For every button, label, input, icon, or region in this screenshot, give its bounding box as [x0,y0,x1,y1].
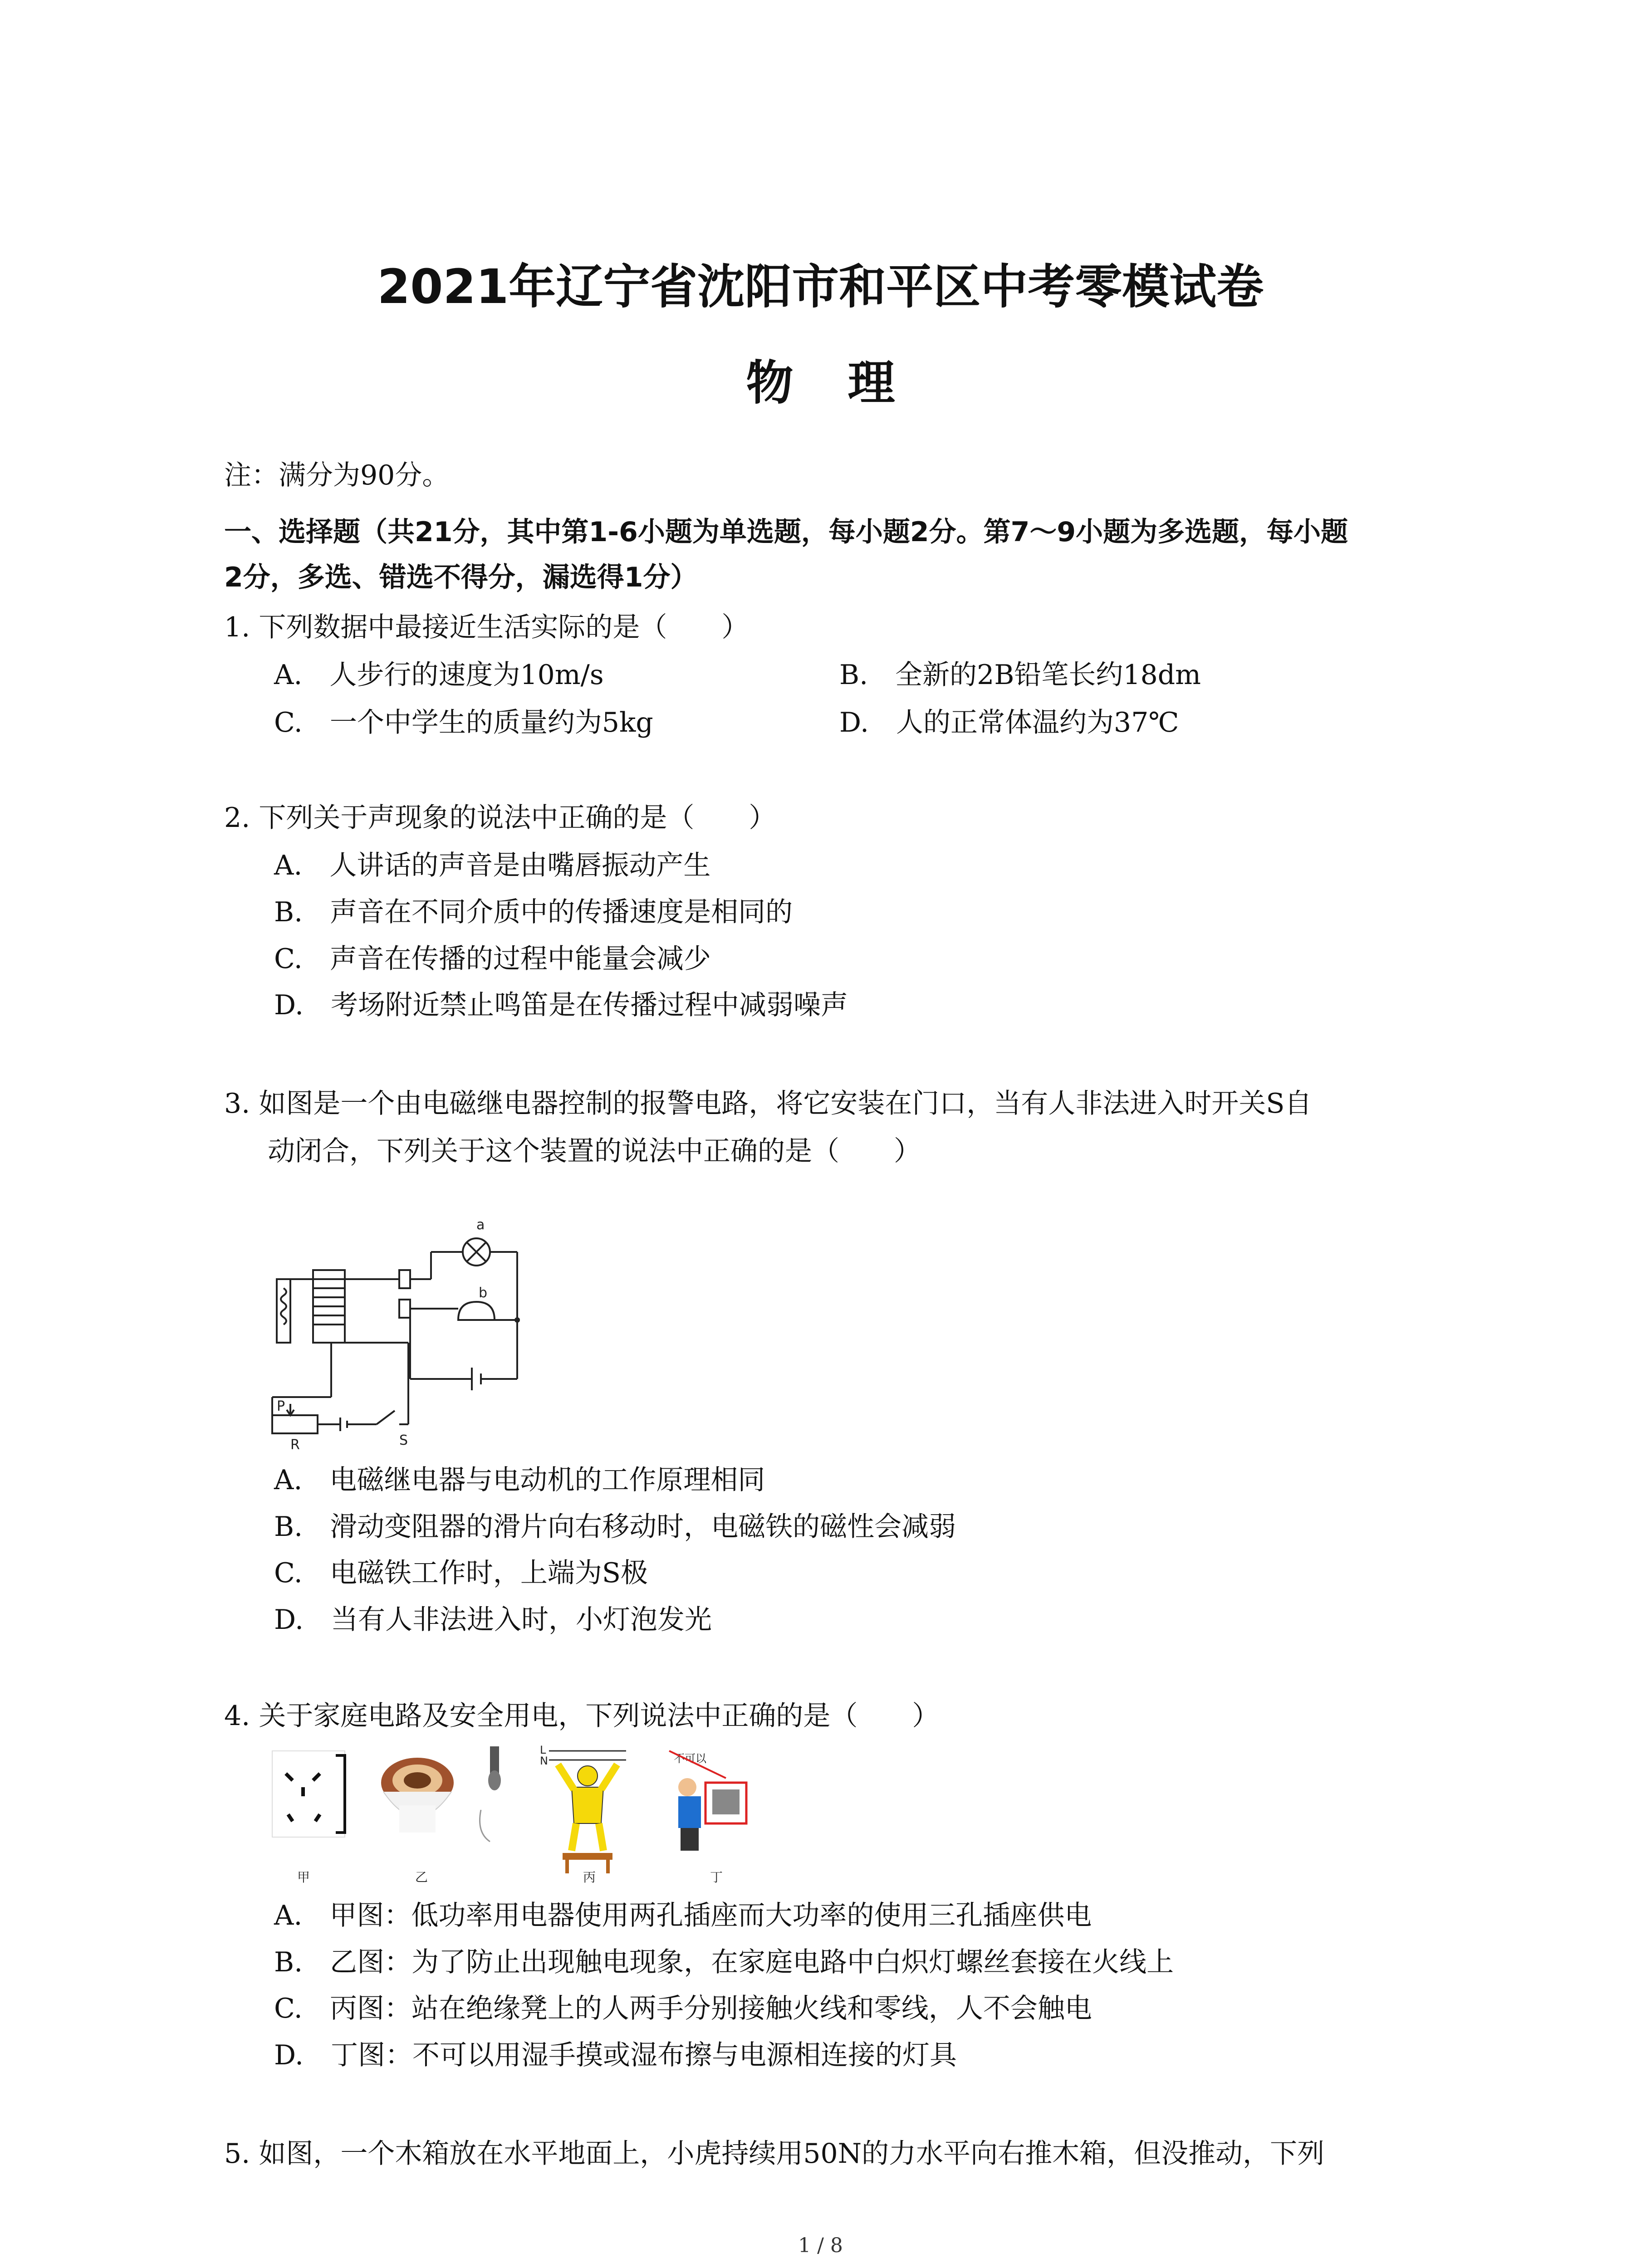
question-4-option-d: D. 丁图：不可以用湿手摸或湿布擦与电源相连接的灯具 [274,2039,957,2071]
question-4-option-c: C. 丙图：站在绝缘凳上的人两手分别接触火线和零线，人不会触电 [274,1993,1092,2024]
figure-label-yi: 乙 [415,1870,428,1885]
question-1-option-c: C. 一个中学生的质量约为5kg [274,707,653,738]
label-b: b [479,1285,488,1301]
label-s: S [399,1432,408,1448]
question-5-stem: 5. 如图，一个木箱放在水平地面上，小虎持续用50N的力水平向右推木箱，但没推动，下列 [224,2138,1325,2170]
question-1-option-d: D. 人的正常体温约为37℃ [839,707,1179,738]
label-N: N [540,1755,548,1767]
question-3-option-c: C. 电磁铁工作时，上端为S极 [274,1557,648,1589]
section-header-line1: 一、选择题（共21分，其中第1-6小题为单选题，每小题2分。第7～9小题为多选题，每小题 [224,516,1348,548]
question-2-option-c: C. 声音在传播的过程中能量会减少 [274,943,711,975]
person-on-stool-icon [540,1744,626,1873]
spring [281,1288,286,1325]
question-4-option-a: A. 甲图：低功率用电器使用两孔插座而大功率的使用三孔插座供电 [274,1900,1092,1931]
question-1-option-b: B. 全新的2B铅笔长约18dm [839,659,1201,691]
question-2-option-b: B. 声音在不同介质中的传播速度是相同的 [274,896,793,928]
page-number: 1 / 8 [798,2234,843,2257]
rheostat [272,1415,318,1433]
page-title: 2021年辽宁省沈阳市和平区中考零模试卷 [377,259,1264,314]
question-2-option-a: A. 人讲话的声音是由嘴唇振动产生 [274,850,711,881]
score-note: 注：满分为90分。 [224,459,450,491]
sign-text: 不可以 [674,1752,706,1765]
label-p: P [277,1398,285,1414]
bell [458,1302,495,1320]
question-3-option-a: A. 电磁继电器与电动机的工作原理相同 [274,1464,765,1496]
question-2-stem: 2. 下列关于声现象的说法中正确的是（ ） [224,802,776,834]
figure-label-ding: 丁 [710,1870,723,1885]
household-circuit-figures [263,1737,789,1887]
label-r: R [290,1437,300,1452]
question-3-stem-line1: 3. 如图是一个由电磁继电器控制的报警电路，将它安装在门口，当有人非法进入时开关S自 [224,1088,1312,1119]
relay-alarm-circuit-figure [263,1216,544,1452]
question-3-option-b: B. 滑动变阻器的滑片向右移动时，电磁铁的磁性会减弱 [274,1511,956,1543]
question-1-option-a: A. 人步行的速度为10m/s [274,659,604,691]
section-header-line2: 2分，多选、错选不得分，漏选得1分） [224,562,698,593]
question-4-stem: 4. 关于家庭电路及安全用电，下列说法中正确的是（ ） [224,1700,940,1732]
question-3-stem-line2: 动闭合，下列关于这个装置的说法中正确的是（ ） [268,1135,921,1167]
label-a: a [476,1217,485,1233]
question-1-stem: 1. 下列数据中最接近生活实际的是（ ） [224,611,749,643]
question-4-option-b: B. 乙图：为了防止出现触电现象，在家庭电路中白炽灯螺丝套接在火线上 [274,1946,1174,1978]
wet-hand-warning-icon [669,1751,746,1851]
figure-label-bing: 丙 [583,1870,596,1885]
lamp-holder-icon [381,1758,454,1833]
socket-icon [272,1751,345,1837]
question-2-option-d: D. 考场附近禁止鸣笛是在传播过程中减弱噪声 [274,989,848,1021]
question-3-option-d: D. 当有人非法进入时，小灯泡发光 [274,1604,712,1636]
subject-title: 物理 [746,355,950,411]
switch-s [377,1411,395,1424]
label-L: L [540,1744,546,1756]
light-bulb-icon [480,1746,501,1842]
figure-label-jia: 甲 [297,1870,310,1885]
